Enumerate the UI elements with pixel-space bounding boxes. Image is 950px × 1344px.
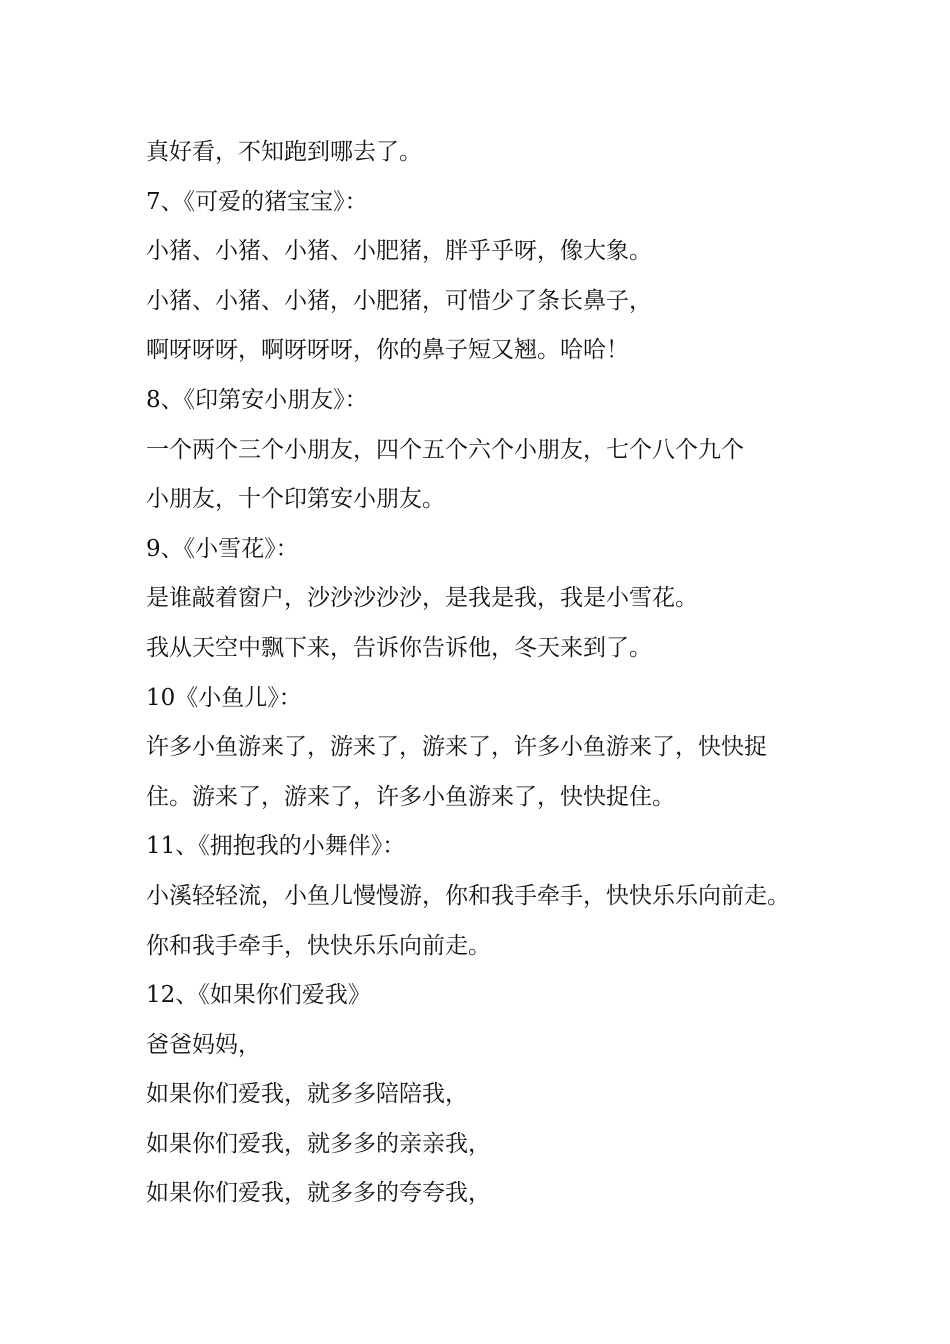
text-line: 你和我手牵手，快快乐乐向前走。 — [146, 932, 491, 959]
text-line: 是谁敲着窗户，沙沙沙沙沙，是我是我，我是小雪花。 — [146, 585, 698, 612]
song-title-10: 10《小鱼儿》： — [146, 684, 302, 711]
text-line: 小猪、小猪、小猪，小肥猪，可惜少了条长鼻子， — [146, 287, 652, 314]
song-title-9: 9、《小雪花》： — [146, 535, 299, 562]
text-line: 许多小鱼游来了，游来了，游来了，许多小鱼游来了，快快捉 — [146, 734, 767, 761]
document-body — [146, 128, 836, 1219]
text-line: 爸爸妈妈， — [146, 1031, 261, 1058]
text-line: 小溪轻轻流，小鱼儿慢慢游，你和我手牵手，快快乐乐向前走。 — [146, 882, 790, 909]
text-line: 如果你们爱我，就多多的亲亲我， — [146, 1130, 491, 1157]
text-line: 住。游来了，游来了，许多小鱼游来了，快快捉住。 — [146, 783, 675, 810]
text-line: 一个两个三个小朋友，四个五个六个小朋友，七个八个九个 — [146, 436, 744, 463]
text-line: 我从天空中飘下来，告诉你告诉他，冬天来到了。 — [146, 634, 652, 661]
song-title-12: 12、《如果你们爱我》 — [146, 982, 371, 1009]
text-line: 啊呀呀呀，啊呀呀呀，你的鼻子短又翘。哈哈！ — [146, 337, 629, 364]
song-title-8: 8、《印第安小朋友》： — [146, 386, 368, 413]
text-line: 真好看，不知跑到哪去了。 — [146, 139, 422, 165]
text-line: 如果你们爱我，就多多的夸夸我， — [146, 1180, 491, 1207]
text-line: 小朋友，十个印第安小朋友。 — [146, 486, 445, 513]
text-line: 小猪、小猪、小猪、小肥猪，胖乎乎呀，像大象。 — [146, 238, 652, 265]
song-title-11: 11、《拥抱我的小舞伴》： — [146, 833, 406, 860]
song-title-7: 7、《可爱的猪宝宝》： — [146, 188, 368, 215]
text-line: 如果你们爱我，就多多陪陪我， — [146, 1081, 468, 1108]
